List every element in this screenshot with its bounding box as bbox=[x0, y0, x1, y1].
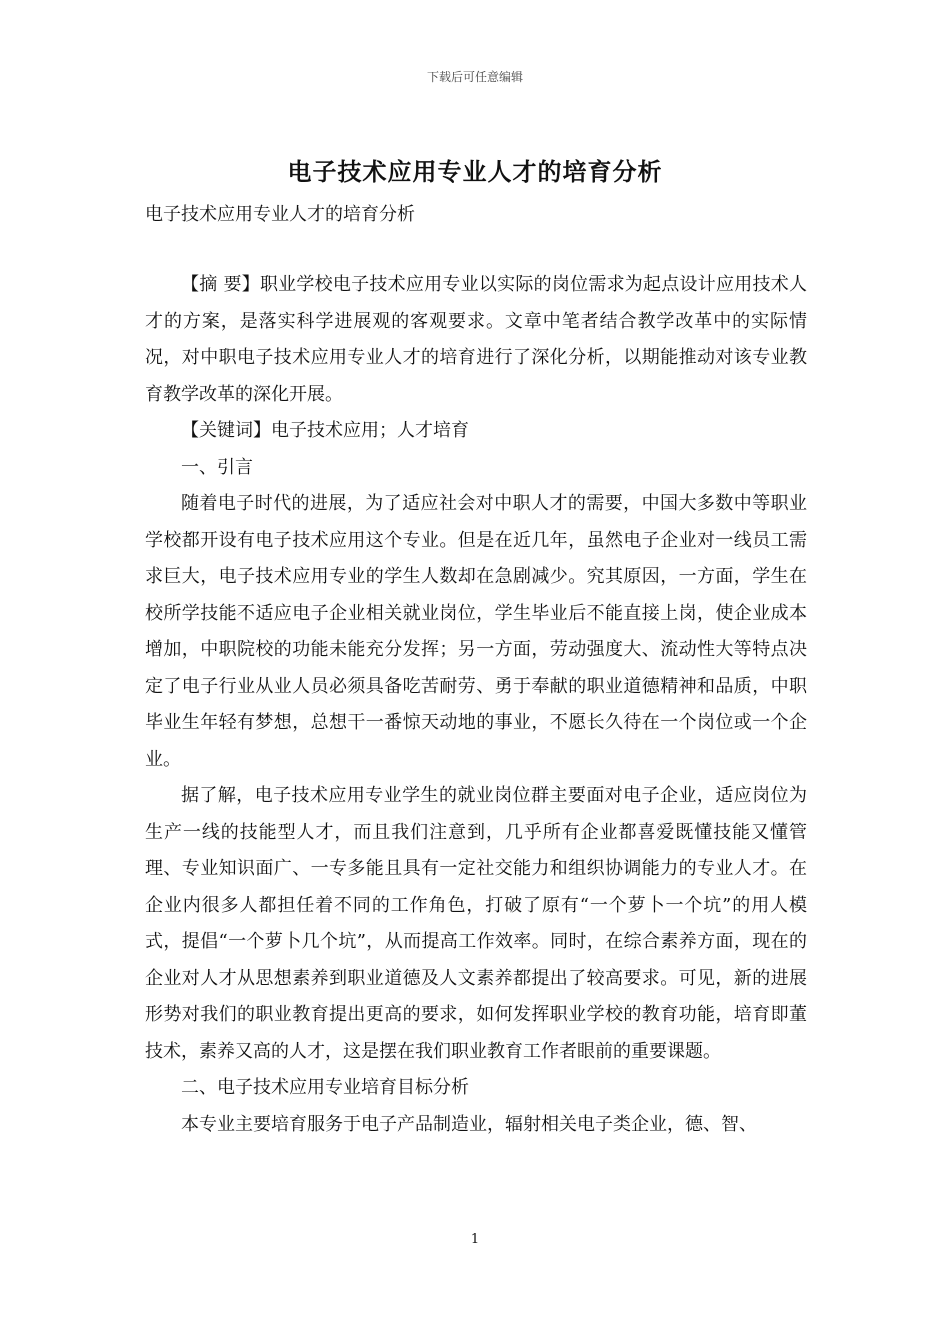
header-note: 下载后可任意编辑 bbox=[426, 70, 523, 84]
section-heading-goals: 二、电子技术应用专业培育目标分析 bbox=[181, 1077, 469, 1098]
document-subtitle: 电子技术应用专业人才的培育分析 bbox=[145, 204, 415, 225]
page-number: 1 bbox=[470, 1232, 480, 1247]
body-paragraph: 随着电子时代的进展，为了适应社会对中职人才的需要，中国大多数中等职业学校都开设有电子技术应用这个专业。但是在近几年，虽然电子企业对一线员工需求巨大，电子技术应用专业的学生人数却在急剧减少。究其原因，一方面，学生在校所学技能不适应电子企业相关就业岗位，学生毕业后不能直接上岗，使企业成本增加，中职院校的功能未能充分发挥；另一方面，劳动强度大、流动性大等特点决定了电子行业从业人员必须具备吃苦耐劳、勇于奉献的职业道德精神和品质，中职毕业生年轻有梦想，总想干一番惊天动地的事业，不愿长久待在一个岗位或一个企业。 bbox=[145, 493, 807, 770]
body-text bbox=[145, 267, 807, 1143]
body-paragraph: 据了解，电子技术应用专业学生的就业岗位群主要面对电子企业，适应岗位为生产一线的技能型人才，而且我们注意到，几乎所有企业都喜爱既懂技能又懂管理、专业知识面广、一专多能且具有一定社交能力和组织协调能力的专业人才。在企业内很多人都担任着不同的工作角色，打破了原有“一个萝卜一个坑”的用人模式，提倡“一个萝卜几个坑”，从而提高工作效率。同时，在综合素养方面，现在的企业对人才从思想素养到职业道德及人文素养都提出了较高要求。可见，新的进展形势对我们的职业教育提出更高的要求，如何发挥职业学校的教育功能，培育即董技术，素养又高的人才，这是摆在我们职业教育工作者眼前的重要课题。 bbox=[145, 785, 807, 1062]
abstract-paragraph: 【摘 要】职业学校电子技术应用专业以实际的岗位需求为起点设计应用技术人才的方案，是落实科学进展观的客观要求。文章中笔者结合教学改革中的实际情况，对中职电子技术应用专业人才的培育进行了深化分析，以期能推动对该专业教育教学改革的深化开展。 bbox=[145, 274, 807, 405]
keywords-paragraph: 【关键词】电子技术应用；人才培育 bbox=[181, 420, 469, 441]
document-title: 电子技术应用专业人才的培育分析 bbox=[287, 157, 663, 186]
section-heading-introduction: 一、引言 bbox=[181, 456, 253, 478]
body-paragraph: 本专业主要培育服务于电子产品制造业，辐射相关电子类企业，德、智、 bbox=[181, 1113, 757, 1135]
